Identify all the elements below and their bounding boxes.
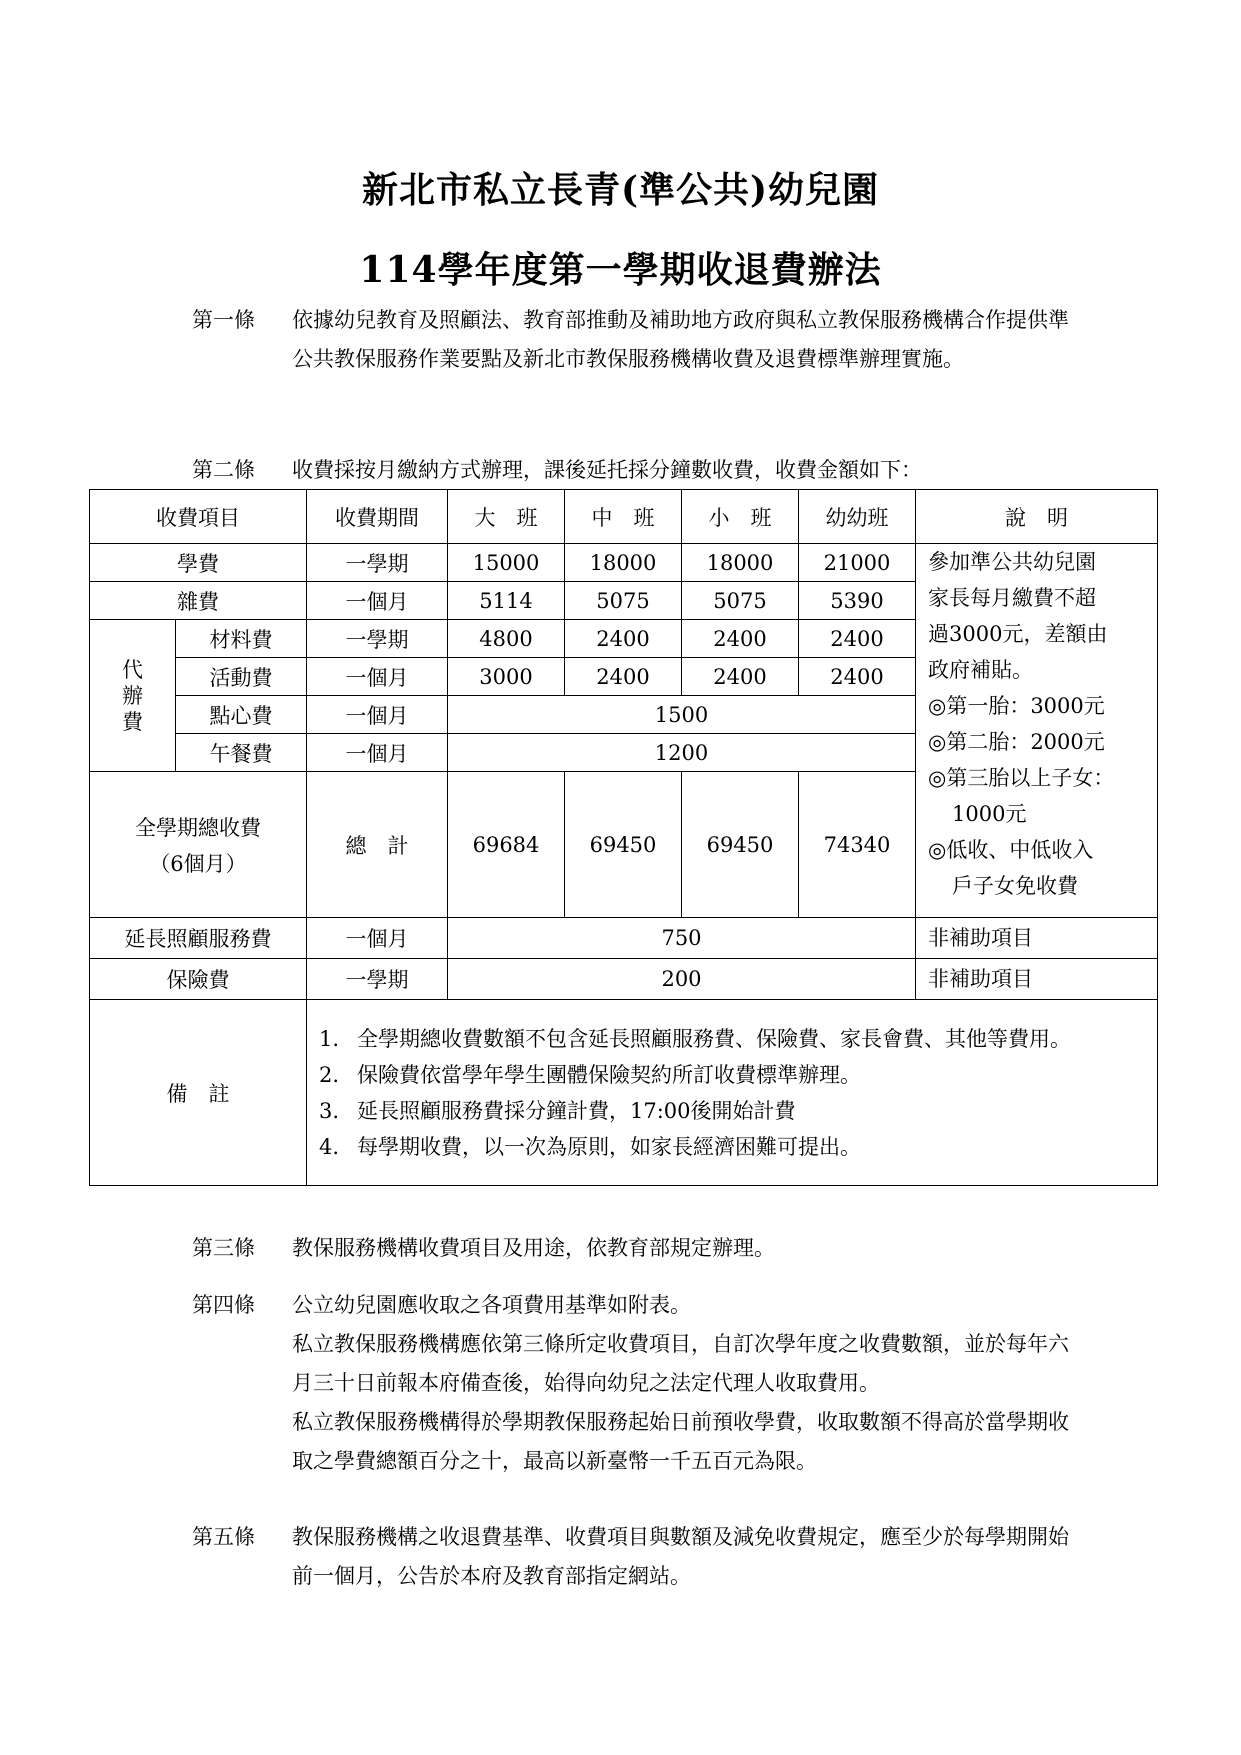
table-row-extended-care <box>90 918 1158 959</box>
total-mid: 69450 <box>565 772 682 918</box>
lunch-period: 一個月 <box>307 734 448 772</box>
article-1-label: 第一條 <box>192 308 255 332</box>
extended-label: 延長照顧服務費 <box>90 918 307 959</box>
remark-item: 2. 保險費依當學年學生團體保險契約所訂收費標準辦理。 <box>319 1062 861 1087</box>
total-small: 69450 <box>682 772 799 918</box>
activity-small: 2400 <box>682 658 799 696</box>
article-4-label: 第四條 <box>192 1293 255 1317</box>
insurance-amount: 200 <box>448 959 916 1000</box>
materials-mid: 2400 <box>565 620 682 658</box>
fee-table <box>89 489 1158 1186</box>
insurance-note: 非補助項目 <box>916 959 1158 1000</box>
total-label <box>90 772 307 918</box>
article-4-para-3: 私立教保服務機構得於學期教保服務起始日前預收學費，收取數額不得高於當學期收取之學費總額百分之十，最高以新臺幣一千五百元為限。 <box>292 1410 1069 1473</box>
note-line: 戶子女免收費 <box>952 874 1078 898</box>
extended-note: 非補助項目 <box>916 918 1158 959</box>
header-item: 收費項目 <box>90 490 307 544</box>
insurance-period: 一學期 <box>307 959 448 1000</box>
tuition-period: 一學期 <box>307 544 448 582</box>
total-big: 69684 <box>448 772 565 918</box>
article-2-label: 第二條 <box>192 458 255 482</box>
materials-small: 2400 <box>682 620 799 658</box>
misc-mid: 5075 <box>565 582 682 620</box>
snack-amount: 1500 <box>448 696 916 734</box>
total-label-line1: 全學期總收費 <box>135 815 261 840</box>
total-label-line2: （6個月） <box>149 851 247 876</box>
document-subtitle: 114學年度第一學期收退費辦法 <box>359 249 882 291</box>
misc-big: 5114 <box>448 582 565 620</box>
table-row-remarks <box>90 1000 1158 1186</box>
extended-period: 一個月 <box>307 918 448 959</box>
materials-label: 材料費 <box>176 620 307 658</box>
misc-toddler: 5390 <box>799 582 916 620</box>
lunch-label: 午餐費 <box>176 734 307 772</box>
agency-fee-label: 代辦費 <box>90 620 176 772</box>
materials-toddler: 2400 <box>799 620 916 658</box>
article-4 <box>192 1286 1072 1481</box>
total-toddler: 74340 <box>799 772 916 918</box>
activity-toddler: 2400 <box>799 658 916 696</box>
activity-mid: 2400 <box>565 658 682 696</box>
document-title: 新北市私立長青(準公共)幼兒園 <box>361 169 880 211</box>
note-line: ◎第三胎以上子女： <box>928 766 1115 790</box>
note-line: ◎低收、中低收入 <box>928 838 1094 862</box>
note-line: 參加準公共幼兒園 <box>928 550 1096 574</box>
article-3 <box>192 1229 1072 1268</box>
snack-label: 點心費 <box>176 696 307 734</box>
remark-item: 4. 每學期收費，以一次為原則，如家長經濟困難可提出。 <box>319 1134 861 1159</box>
header-big-class: 大 班 <box>448 490 565 544</box>
article-2-text: 收費採按月繳納方式辦理，課後延托採分鐘數收費，收費金額如下： <box>292 458 922 482</box>
materials-period: 一學期 <box>307 620 448 658</box>
note-line: 家長每月繳費不超 <box>928 586 1096 610</box>
note-line: 政府補貼。 <box>928 658 1033 682</box>
note-line: 1000元 <box>952 802 1027 826</box>
tuition-toddler: 21000 <box>799 544 916 582</box>
header-note: 說 明 <box>916 490 1158 544</box>
note-line: 過3000元，差額由 <box>928 622 1108 646</box>
article-1-text: 依據幼兒教育及照顧法、教育部推動及補助地方政府與私立教保服務機構合作提供準公共教保服務作業要點及新北市教保服務機構收費及退費標準辦理實施。 <box>292 308 1069 371</box>
lunch-amount: 1200 <box>448 734 916 772</box>
tuition-big: 15000 <box>448 544 565 582</box>
table-header-row <box>90 490 1158 544</box>
header-period: 收費期間 <box>307 490 448 544</box>
tuition-label: 學費 <box>90 544 307 582</box>
note-line: ◎第一胎：3000元 <box>928 694 1105 718</box>
misc-small: 5075 <box>682 582 799 620</box>
tuition-mid: 18000 <box>565 544 682 582</box>
article-1 <box>192 301 1072 379</box>
snack-period: 一個月 <box>307 696 448 734</box>
table-row-tuition <box>90 544 1158 582</box>
total-period: 總 計 <box>307 772 448 918</box>
header-toddler-class: 幼幼班 <box>799 490 916 544</box>
header-mid-class: 中 班 <box>565 490 682 544</box>
article-3-label: 第三條 <box>192 1236 255 1260</box>
extended-amount: 750 <box>448 918 916 959</box>
activity-big: 3000 <box>448 658 565 696</box>
remarks-label: 備 註 <box>90 1000 307 1186</box>
header-small-class: 小 班 <box>682 490 799 544</box>
tuition-small: 18000 <box>682 544 799 582</box>
table-row-insurance <box>90 959 1158 1000</box>
insurance-label: 保險費 <box>90 959 307 1000</box>
misc-label: 雜費 <box>90 582 307 620</box>
article-5 <box>192 1518 1072 1596</box>
article-5-label: 第五條 <box>192 1525 255 1549</box>
article-4-para-1: 公立幼兒園應收取之各項費用基準如附表。 <box>292 1293 691 1317</box>
article-3-text: 教保服務機構收費項目及用途，依教育部規定辦理。 <box>292 1236 775 1260</box>
remark-item: 3. 延長照顧服務費採分鐘計費，17:00後開始計費 <box>319 1098 796 1123</box>
remarks-list <box>307 1000 1158 1186</box>
article-4-para-2: 私立教保服務機構應依第三條所定收費項目，自訂次學年度之收費數額，並於每年六月三十日前報本府備查後，始得向幼兒之法定代理人收取費用。 <box>292 1332 1069 1395</box>
activity-label: 活動費 <box>176 658 307 696</box>
remark-item: 1. 全學期總收費數額不包含延長照顧服務費、保險費、家長會費、其他等費用。 <box>319 1026 1071 1051</box>
activity-period: 一個月 <box>307 658 448 696</box>
article-5-text: 教保服務機構之收退費基準、收費項目與數額及減免收費規定，應至少於每學期開始前一個月，公告於本府及教育部指定網站。 <box>292 1525 1069 1588</box>
note-line: ◎第二胎：2000元 <box>928 730 1105 754</box>
note-cell <box>916 544 1158 918</box>
materials-big: 4800 <box>448 620 565 658</box>
article-2 <box>192 451 1092 490</box>
misc-period: 一個月 <box>307 582 448 620</box>
